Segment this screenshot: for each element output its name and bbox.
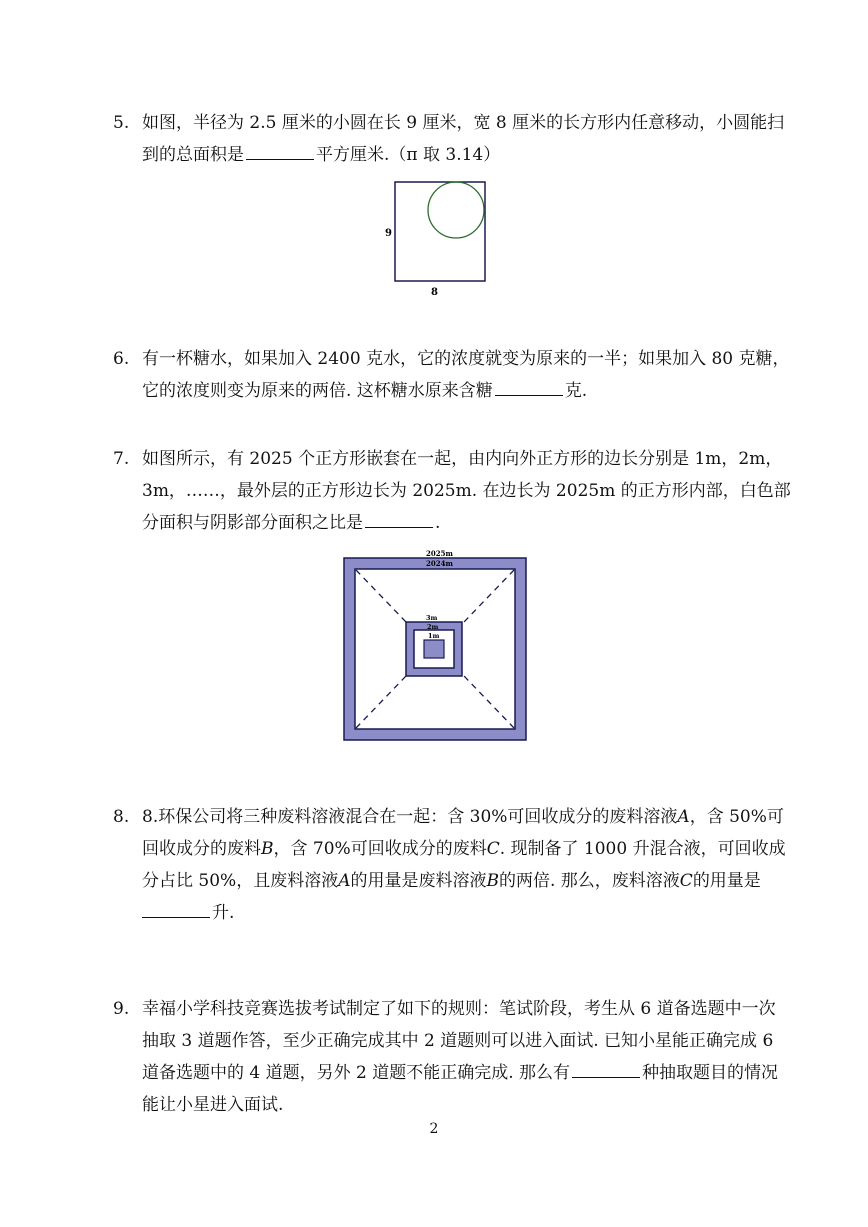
- question-text: 的用量是: [692, 871, 761, 891]
- question-text: 的用量是废料溶液: [350, 871, 487, 891]
- variable: A: [338, 871, 351, 891]
- question-text: 如图，半径为 2.5 厘米的小圆在长 9 厘米，宽 8 厘米的长方形内任意移动，小圆能扫: [142, 113, 785, 133]
- answer-blank[interactable]: [572, 1059, 640, 1078]
- question-8: [113, 801, 788, 929]
- answer-blank[interactable]: [495, 377, 563, 396]
- question-text: 有一杯糖水，如果加入 2400 克水，它的浓度就变为原来的一半；如果加入 80 克糖，: [142, 349, 790, 369]
- question-text: 抽取 3 道题作答，至少正确完成其中 2 道题则可以进入面试. 已知小星能正确完成 6: [142, 1031, 774, 1051]
- innermost-square: [424, 640, 444, 658]
- question-text: . 现制备了 1000 升混合液，可回收成: [499, 839, 786, 859]
- question-number: 9.: [113, 999, 130, 1019]
- question-6: [113, 343, 788, 407]
- variable: A: [677, 807, 690, 827]
- rectangle-circle-figure: [378, 176, 498, 300]
- question-text: 平方厘米.（π 取 3.14）: [316, 145, 501, 165]
- question-text: 它的浓度则变为原来的两倍. 这杯糖水原来含糖: [142, 381, 493, 401]
- question-text: 分占比 50%，且废料溶液: [142, 871, 339, 891]
- question-text: 3m，……，最外层的正方形边长为 2025m. 在边长为 2025m 的正方形内部，白色部: [142, 481, 791, 501]
- variable: C: [486, 839, 500, 859]
- label-2025m: 2025m: [426, 549, 453, 558]
- question-number: 7.: [113, 449, 130, 469]
- dashed-diagonal: [356, 676, 406, 728]
- answer-blank[interactable]: [365, 509, 433, 528]
- dashed-diagonal: [464, 570, 514, 622]
- side-length-label: 9: [385, 228, 392, 239]
- small-circle: [428, 182, 484, 238]
- answer-blank[interactable]: [246, 141, 314, 160]
- rectangle: [395, 182, 485, 281]
- question-text: 幸福小学科技竞赛选拔考试制定了如下的规则：笔试阶段，考生从 6 道备选题中一次: [142, 999, 776, 1019]
- question-text: 能让小星进入面试.: [142, 1095, 284, 1115]
- question-text: ，含 50%可: [689, 807, 784, 827]
- question-text: 道备选题中的 4 道题，另外 2 道题不能正确完成. 那么有: [142, 1063, 571, 1083]
- question-text: 的两倍. 那么，废料溶液: [498, 871, 680, 891]
- dashed-diagonal: [464, 676, 514, 728]
- variable: B: [261, 839, 274, 859]
- nested-squares-figure: [340, 548, 530, 744]
- question-number: 5.: [113, 113, 130, 133]
- answer-blank[interactable]: [142, 899, 210, 918]
- label-3m: 3m: [426, 614, 438, 622]
- page-number: 2: [429, 1121, 439, 1137]
- question-text: 升.: [212, 903, 235, 923]
- label-1m: 1m: [428, 632, 440, 640]
- variable: B: [486, 871, 499, 891]
- question-number: 8.: [113, 807, 130, 827]
- question-5: [113, 107, 788, 171]
- question-text: 回收成分的废料: [142, 839, 261, 859]
- label-2m: 2m: [427, 623, 439, 631]
- question-text: .: [435, 513, 441, 533]
- question-text: ，含 70%可回收成分的废料: [273, 839, 487, 859]
- question-text: 到的总面积是: [142, 145, 244, 165]
- variable: C: [679, 871, 693, 891]
- question-text: 克.: [564, 381, 588, 401]
- question-9: [113, 993, 788, 1121]
- dashed-diagonal: [356, 570, 406, 622]
- label-2024m: 2024m: [426, 559, 453, 568]
- question-text: 8.环保公司将三种废料溶液混合在一起：含 30%可回收成分的废料溶液: [142, 807, 678, 827]
- width-label: 8: [431, 287, 438, 298]
- question-number: 6.: [113, 349, 130, 369]
- question-7: [113, 443, 791, 539]
- question-text: 分面积与阴影部分面积之比是: [142, 513, 363, 533]
- question-text: 如图所示，有 2025 个正方形嵌套在一起，由内向外正方形的边长分别是 1m，2m，: [142, 449, 783, 469]
- question-text: 种抽取题目的情况: [642, 1063, 779, 1083]
